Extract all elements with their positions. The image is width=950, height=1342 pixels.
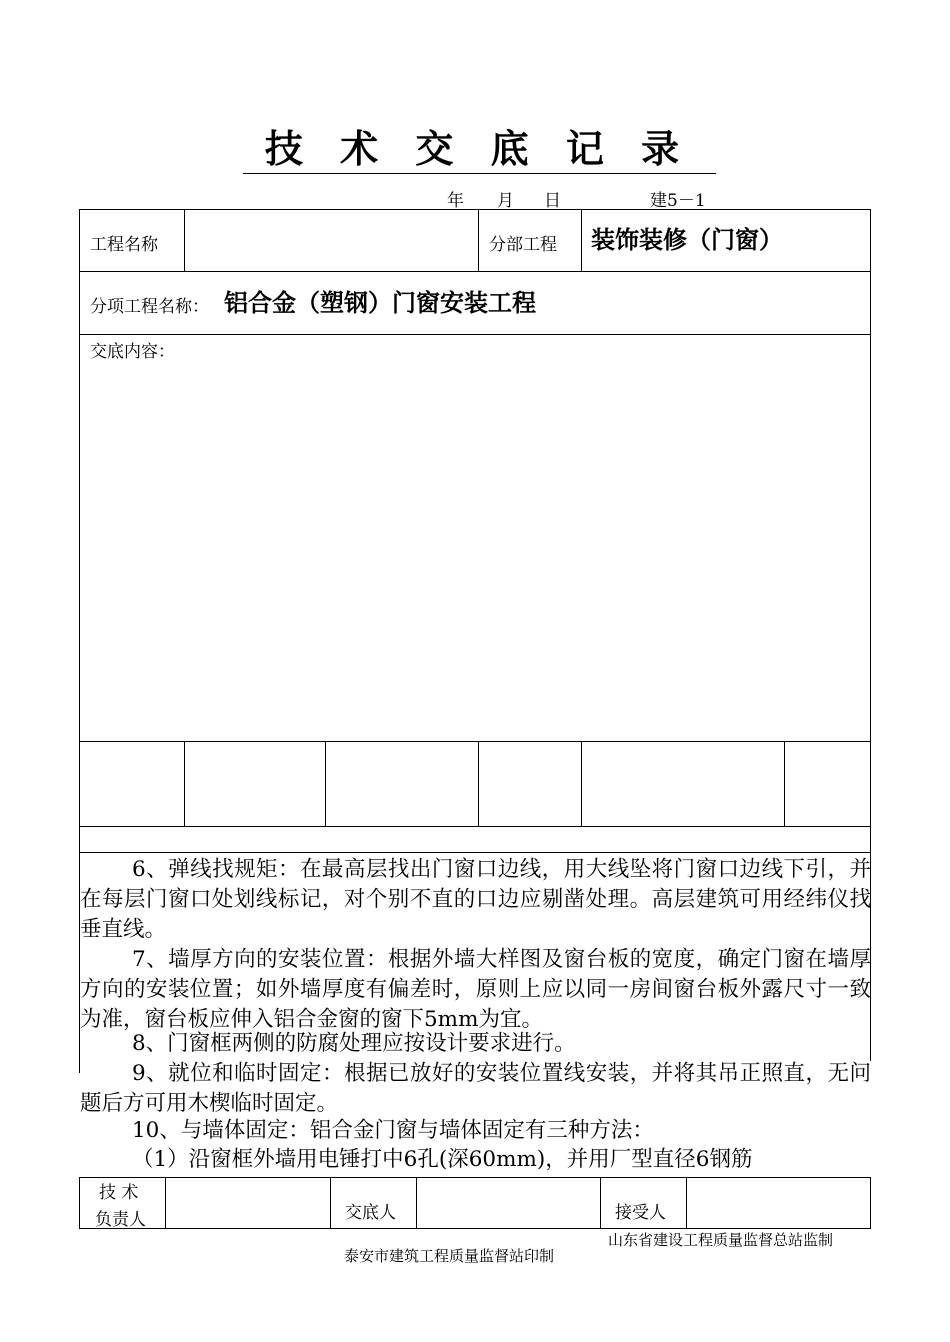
footer-printer: 泰安市建筑工程质量监督站印制 (344, 1247, 555, 1265)
row-divider (79, 271, 871, 272)
title-underline (243, 173, 716, 174)
paragraph-7: 7、墙厚方向的安装位置：根据外墙大样图及窗台板的宽度，确定门窗在墙厚方向的安装位置；如外墙厚度有偏差时，原则上应以同一房间窗台板外露尺寸一致为准，窗台板应伸入铝合金窗的窗下5mm为宜。 (80, 947, 871, 1032)
col-divider (79, 1177, 80, 1228)
subitem-value: 铝合金（塑钢）门窗安装工程 (224, 288, 536, 317)
tech-lead-label-line2: 负责人 (95, 1210, 146, 1230)
paragraph-8: 8、门窗框两侧的防腐处理应按设计要求进行。 (132, 1031, 576, 1056)
col-divider (478, 209, 479, 271)
col-divider (686, 1177, 687, 1228)
tech-lead-label-line1: 技 术 (99, 1183, 139, 1203)
form-number: 建5－1 (650, 191, 706, 211)
row-divider (79, 741, 871, 742)
paragraph-6: 6、弹线找规矩：在最高层找出门窗口边线，用大线坠将门窗口边线下引，并在每层门窗口处划线标记，对个别不直的口边应剔凿处理。高层建筑可用经纬仪找垂直线。 (80, 857, 871, 942)
receiver-label: 接受人 (615, 1203, 666, 1223)
page-title: 技 术 交 底 记 录 (264, 126, 692, 171)
row-divider (79, 852, 871, 853)
paragraph-10: 10、与墙体固定：铝合金门窗与墙体固定有三种方法： (132, 1118, 654, 1143)
col-divider (184, 209, 185, 271)
division-value: 装饰装修（门窗） (591, 225, 783, 254)
col-divider (165, 1177, 166, 1228)
sign-table-top (79, 1177, 871, 1178)
project-name-label: 工程名称 (90, 235, 158, 255)
col-divider (330, 1177, 331, 1228)
date-month-label: 月 (497, 191, 514, 211)
col-divider (325, 741, 326, 826)
date-day-label: 日 (544, 191, 561, 211)
footer-supervisor: 山东省建设工程质量监督总站监制 (608, 1231, 834, 1249)
row-divider (79, 826, 871, 827)
col-divider (478, 741, 479, 826)
row-divider (79, 334, 871, 335)
table-top-border (79, 209, 871, 210)
paragraph-10-1: （1）沿窗框外墙用电锤打中6孔(深60mm)，并用厂型直径6钢筋 (132, 1147, 753, 1172)
col-divider (581, 741, 582, 826)
paragraph-9: 9、就位和临时固定：根据已放好的安装位置线安装，并将其吊正照直，无问题后方可用木楔临时固定。 (80, 1061, 871, 1116)
col-divider (184, 741, 185, 826)
content-label: 交底内容： (90, 342, 175, 362)
date-year-label: 年 (447, 191, 464, 211)
col-divider (416, 1177, 417, 1228)
col-divider (581, 209, 582, 271)
subitem-label: 分项工程名称： (90, 297, 209, 317)
discloser-label: 交底人 (345, 1203, 396, 1223)
col-divider (784, 741, 785, 826)
col-divider (600, 1177, 601, 1228)
division-label: 分部工程 (489, 235, 557, 255)
col-divider (870, 1177, 871, 1228)
